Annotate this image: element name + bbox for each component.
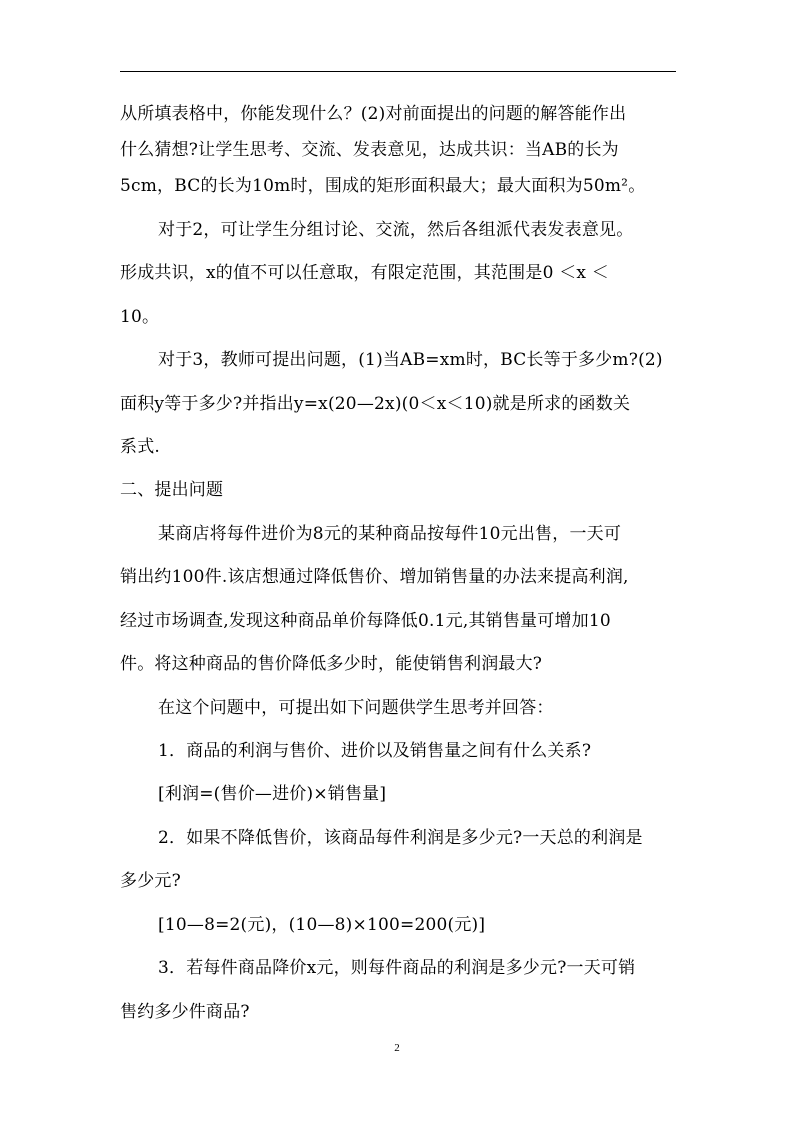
paragraph-line: 经过市场调查,发现这种商品单价每降低0.1元,其销售量可增加10: [120, 611, 611, 631]
paragraph-line: 件。将这种商品的售价降低多少时，能使销售利润最大?: [120, 654, 543, 674]
paragraph-line: 对于2，可让学生分组讨论、交流，然后各组派代表发表意见。: [158, 220, 634, 240]
paragraph-line: 系式.: [120, 437, 161, 457]
list-item: 2．如果不降低售价，该商品每件利润是多少元?一天总的利润是: [158, 828, 643, 848]
page-number: 2: [394, 1042, 400, 1054]
paragraph-line: 在这个问题中，可提出如下问题供学生思考并回答：: [158, 698, 554, 718]
list-item-continued: 售约多少件商品?: [120, 1002, 250, 1022]
header-rule: [120, 71, 676, 72]
paragraph-line: 对于3，教师可提出问题，(1)当AB=xm时，BC长等于多少m?(2): [158, 350, 663, 370]
list-item: 1．商品的利润与售价、进价以及销售量之间有什么关系?: [158, 741, 592, 761]
list-answer: [利润=(售价—进价)×销售量]: [158, 784, 387, 804]
paragraph-line: 10。: [120, 307, 160, 327]
list-item-continued: 多少元?: [120, 871, 181, 891]
paragraph-line: 5cm，BC的长为10m时，围成的矩形面积最大；最大面积为50m²。: [120, 176, 646, 196]
paragraph-line: 销出约100件.该店想通过降低售价、增加销售量的办法来提高利润,: [120, 567, 629, 587]
paragraph-line: 从所填表格中，你能发现什么？(2)对前面提出的问题的解答能作出: [120, 104, 627, 124]
paragraph-line: 某商店将每件进价为8元的某种商品按每件10元出售，一天可: [158, 524, 622, 544]
paragraph-line: 什么猜想?让学生思考、交流、发表意见，达成共识：当AB的长为: [120, 140, 619, 160]
paragraph-line: 面积y等于多少?并指出y=x(20—2x)(0＜x＜10)就是所求的函数关: [120, 394, 631, 414]
list-item: 3．若每件商品降价x元，则每件商品的利润是多少元?一天可销: [158, 958, 636, 978]
paragraph-line: 形成共识，x的值不可以任意取，有限定范围，其范围是0 ＜x ＜: [120, 263, 609, 283]
section-heading: 二、提出问题: [120, 480, 224, 500]
list-answer: [10—8=2(元)，(10—8)×100=200(元)]: [158, 915, 486, 935]
